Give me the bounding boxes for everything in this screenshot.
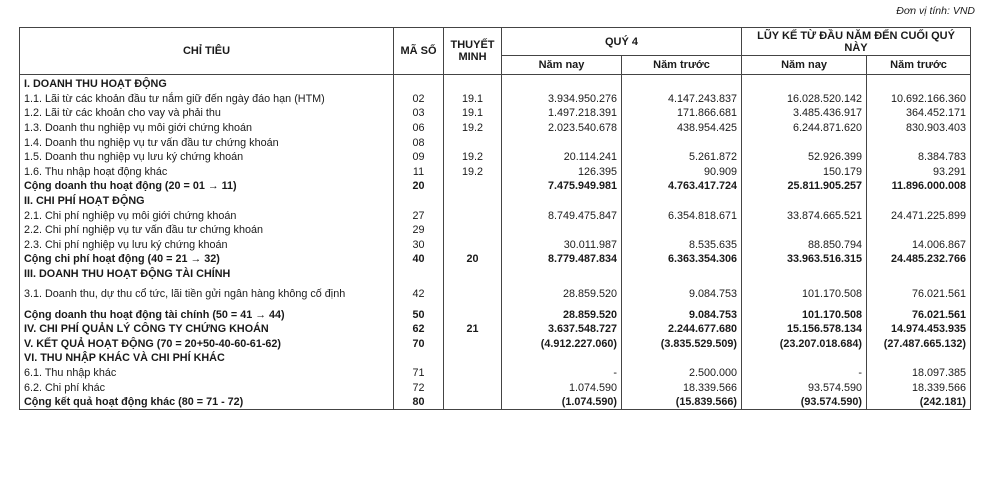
row-quarter-current: 3.637.548.727 xyxy=(502,322,622,337)
row-quarter-previous: 9.084.753 xyxy=(622,281,742,307)
row-code: 11 xyxy=(394,165,444,180)
table-row xyxy=(20,267,971,282)
table-row xyxy=(20,307,971,322)
row-ytd-previous xyxy=(867,223,971,238)
row-ytd-previous: 76.021.561 xyxy=(867,281,971,307)
row-quarter-previous xyxy=(622,75,742,92)
income-statement-table xyxy=(19,27,971,410)
row-ytd-current: 101.170.508 xyxy=(742,307,867,322)
row-note xyxy=(444,281,502,307)
table-row xyxy=(20,322,971,337)
row-code: 02 xyxy=(394,92,444,107)
row-code: 72 xyxy=(394,380,444,395)
header-luy-ke: LŨY KẾ TỪ ĐẦU NĂM ĐẾN CUỐI QUÝ NÀY xyxy=(742,28,971,56)
table-row xyxy=(20,281,971,307)
row-note: 21 xyxy=(444,322,502,337)
row-ytd-current: 15.156.578.134 xyxy=(742,322,867,337)
row-ytd-previous: 11.896.000.008 xyxy=(867,179,971,194)
row-quarter-current xyxy=(502,267,622,282)
row-label: 1.6. Thu nhập hoạt động khác xyxy=(20,165,394,180)
row-ytd-current xyxy=(742,223,867,238)
row-note xyxy=(444,135,502,150)
row-ytd-current xyxy=(742,135,867,150)
row-label: Cộng kết quả hoạt động khác (80 = 71 - 72) xyxy=(20,395,394,410)
row-quarter-previous: 6.354.818.671 xyxy=(622,208,742,223)
row-label: I. DOANH THU HOẠT ĐỘNG xyxy=(20,75,394,92)
row-code xyxy=(394,75,444,92)
header-thuyet-minh: THUYẾT MINH xyxy=(444,28,502,75)
row-ytd-previous: 830.903.403 xyxy=(867,121,971,136)
row-quarter-current xyxy=(502,75,622,92)
row-code: 71 xyxy=(394,366,444,381)
row-label: Cộng doanh thu hoạt động tài chính (50 = 41 → 44) xyxy=(20,307,394,322)
row-ytd-previous: 18.339.566 xyxy=(867,380,971,395)
row-code xyxy=(394,267,444,282)
row-label: V. KẾT QUẢ HOẠT ĐỘNG (70 = 20+50-40-60-61-62) xyxy=(20,337,394,352)
row-ytd-previous: 14.006.867 xyxy=(867,238,971,253)
row-ytd-previous xyxy=(867,194,971,209)
row-ytd-current xyxy=(742,75,867,92)
table-row xyxy=(20,92,971,107)
row-ytd-previous: 8.384.783 xyxy=(867,150,971,165)
row-label: 2.2. Chi phí nghiệp vụ tư vấn đầu tư chứng khoán xyxy=(20,223,394,238)
row-label: III. DOANH THU HOẠT ĐỘNG TÀI CHÍNH xyxy=(20,267,394,282)
row-note xyxy=(444,194,502,209)
table-row xyxy=(20,194,971,209)
header-quy-nam-nay: Năm nay xyxy=(502,56,622,75)
row-quarter-current: 8.749.475.847 xyxy=(502,208,622,223)
row-label: 6.1. Thu nhập khác xyxy=(20,366,394,381)
row-note: 19.1 xyxy=(444,92,502,107)
row-code: 06 xyxy=(394,121,444,136)
row-code xyxy=(394,194,444,209)
row-ytd-current: 33.874.665.521 xyxy=(742,208,867,223)
row-note xyxy=(444,179,502,194)
row-label: 1.3. Doanh thu nghiệp vụ môi giới chứng khoán xyxy=(20,121,394,136)
row-quarter-current: (4.912.227.060) xyxy=(502,337,622,352)
row-quarter-current: 2.023.540.678 xyxy=(502,121,622,136)
row-ytd-current: (93.574.590) xyxy=(742,395,867,410)
table-row xyxy=(20,238,971,253)
row-code: 62 xyxy=(394,322,444,337)
row-code: 70 xyxy=(394,337,444,352)
row-ytd-current: 88.850.794 xyxy=(742,238,867,253)
row-code: 42 xyxy=(394,281,444,307)
row-label: VI. THU NHẬP KHÁC VÀ CHI PHÍ KHÁC xyxy=(20,351,394,366)
row-quarter-previous xyxy=(622,223,742,238)
unit-label: Đơn vị tính: VND xyxy=(896,5,975,17)
row-label: 3.1. Doanh thu, dự thu cổ tức, lãi tiền gửi ngân hàng không cố định xyxy=(20,281,394,307)
row-ytd-previous: (242.181) xyxy=(867,395,971,410)
row-quarter-current: 7.475.949.981 xyxy=(502,179,622,194)
table-row xyxy=(20,252,971,267)
row-quarter-current: 3.934.950.276 xyxy=(502,92,622,107)
row-quarter-current: 1.497.218.391 xyxy=(502,106,622,121)
row-note: 19.2 xyxy=(444,121,502,136)
row-quarter-previous: (3.835.529.509) xyxy=(622,337,742,352)
row-ytd-current: 150.179 xyxy=(742,165,867,180)
row-ytd-current: 93.574.590 xyxy=(742,380,867,395)
row-ytd-previous: 76.021.561 xyxy=(867,307,971,322)
row-note: 19.1 xyxy=(444,106,502,121)
row-quarter-previous: 171.866.681 xyxy=(622,106,742,121)
row-note xyxy=(444,238,502,253)
row-ytd-current: - xyxy=(742,366,867,381)
row-quarter-current xyxy=(502,223,622,238)
row-note: 20 xyxy=(444,252,502,267)
table-row xyxy=(20,121,971,136)
table-row xyxy=(20,395,971,410)
header-luyke-nam-truoc: Năm trước xyxy=(867,56,971,75)
table-row xyxy=(20,179,971,194)
row-ytd-current xyxy=(742,194,867,209)
row-ytd-current: 6.244.871.620 xyxy=(742,121,867,136)
header-luyke-nam-nay: Năm nay xyxy=(742,56,867,75)
table-row xyxy=(20,165,971,180)
row-code xyxy=(394,351,444,366)
row-quarter-previous: 90.909 xyxy=(622,165,742,180)
row-code: 30 xyxy=(394,238,444,253)
row-ytd-previous xyxy=(867,267,971,282)
row-label: II. CHI PHÍ HOẠT ĐỘNG xyxy=(20,194,394,209)
row-ytd-current: 3.485.436.917 xyxy=(742,106,867,121)
row-ytd-current: 16.028.520.142 xyxy=(742,92,867,107)
row-ytd-current: 33.963.516.315 xyxy=(742,252,867,267)
header-row-1 xyxy=(20,28,971,56)
row-code: 27 xyxy=(394,208,444,223)
row-code: 08 xyxy=(394,135,444,150)
row-quarter-current xyxy=(502,351,622,366)
row-quarter-previous: 5.261.872 xyxy=(622,150,742,165)
row-quarter-previous: 4.763.417.724 xyxy=(622,179,742,194)
row-quarter-current xyxy=(502,135,622,150)
row-quarter-current: 8.779.487.834 xyxy=(502,252,622,267)
row-quarter-previous: 9.084.753 xyxy=(622,307,742,322)
row-quarter-current: (1.074.590) xyxy=(502,395,622,410)
row-ytd-previous: 10.692.166.360 xyxy=(867,92,971,107)
row-quarter-previous: 438.954.425 xyxy=(622,121,742,136)
row-code: 20 xyxy=(394,179,444,194)
table-row xyxy=(20,337,971,352)
row-note: 19.2 xyxy=(444,150,502,165)
row-ytd-previous: 24.485.232.766 xyxy=(867,252,971,267)
row-code: 09 xyxy=(394,150,444,165)
table-row xyxy=(20,75,971,92)
row-label: 1.5. Doanh thu nghiệp vụ lưu ký chứng khoán xyxy=(20,150,394,165)
row-quarter-previous xyxy=(622,194,742,209)
row-code: 29 xyxy=(394,223,444,238)
row-quarter-previous: 2.500.000 xyxy=(622,366,742,381)
row-quarter-current: 126.395 xyxy=(502,165,622,180)
row-note xyxy=(444,75,502,92)
row-note xyxy=(444,380,502,395)
row-ytd-current: (23.207.018.684) xyxy=(742,337,867,352)
row-note xyxy=(444,267,502,282)
row-ytd-current: 25.811.905.257 xyxy=(742,179,867,194)
row-ytd-previous: 18.097.385 xyxy=(867,366,971,381)
row-quarter-current: 28.859.520 xyxy=(502,307,622,322)
table-row xyxy=(20,366,971,381)
table-row xyxy=(20,150,971,165)
row-note xyxy=(444,366,502,381)
row-code: 03 xyxy=(394,106,444,121)
row-label: Cộng chi phí hoạt động (40 = 21 → 32) xyxy=(20,252,394,267)
row-label: Cộng doanh thu hoạt động (20 = 01 → 11) xyxy=(20,179,394,194)
row-label: IV. CHI PHÍ QUẢN LÝ CÔNG TY CHỨNG KHOÁN xyxy=(20,322,394,337)
table-row xyxy=(20,380,971,395)
row-quarter-current xyxy=(502,194,622,209)
row-ytd-previous: 93.291 xyxy=(867,165,971,180)
row-quarter-previous: 4.147.243.837 xyxy=(622,92,742,107)
header-quy-4: QUÝ 4 xyxy=(502,28,742,56)
row-label: 1.1. Lãi từ các khoản đầu tư nắm giữ đến ngày đáo hạn (HTM) xyxy=(20,92,394,107)
row-code: 50 xyxy=(394,307,444,322)
row-note xyxy=(444,337,502,352)
row-ytd-previous: 24.471.225.899 xyxy=(867,208,971,223)
row-quarter-current: 30.011.987 xyxy=(502,238,622,253)
row-quarter-current: 1.074.590 xyxy=(502,380,622,395)
table-row xyxy=(20,135,971,150)
row-ytd-current xyxy=(742,267,867,282)
header-chi-tieu: CHỈ TIÊU xyxy=(20,28,394,75)
row-quarter-previous xyxy=(622,351,742,366)
row-ytd-current xyxy=(742,351,867,366)
table-row xyxy=(20,106,971,121)
row-ytd-previous xyxy=(867,135,971,150)
table-row xyxy=(20,208,971,223)
row-quarter-previous: 6.363.354.306 xyxy=(622,252,742,267)
row-code: 80 xyxy=(394,395,444,410)
header-ma-so: MÃ SỐ xyxy=(394,28,444,75)
row-quarter-previous xyxy=(622,267,742,282)
row-ytd-previous: (27.487.665.132) xyxy=(867,337,971,352)
row-quarter-current: 28.859.520 xyxy=(502,281,622,307)
row-label: 1.2. Lãi từ các khoản cho vay và phải thu xyxy=(20,106,394,121)
row-note xyxy=(444,351,502,366)
header-quy-nam-truoc: Năm trước xyxy=(622,56,742,75)
row-quarter-current: - xyxy=(502,366,622,381)
row-quarter-previous: 2.244.677.680 xyxy=(622,322,742,337)
row-ytd-previous: 14.974.453.935 xyxy=(867,322,971,337)
row-quarter-previous: 18.339.566 xyxy=(622,380,742,395)
row-label: 2.1. Chi phí nghiệp vụ môi giới chứng khoán xyxy=(20,208,394,223)
row-quarter-current: 20.114.241 xyxy=(502,150,622,165)
row-note xyxy=(444,223,502,238)
row-ytd-current: 101.170.508 xyxy=(742,281,867,307)
row-ytd-previous xyxy=(867,351,971,366)
row-label: 2.3. Chi phí nghiệp vụ lưu ký chứng khoán xyxy=(20,238,394,253)
row-label: 6.2. Chi phí khác xyxy=(20,380,394,395)
table-row xyxy=(20,223,971,238)
row-quarter-previous xyxy=(622,135,742,150)
row-note xyxy=(444,307,502,322)
row-label: 1.4. Doanh thu nghiệp vụ tư vấn đầu tư chứng khoán xyxy=(20,135,394,150)
row-ytd-current: 52.926.399 xyxy=(742,150,867,165)
row-note xyxy=(444,395,502,410)
row-note: 19.2 xyxy=(444,165,502,180)
row-note xyxy=(444,208,502,223)
row-quarter-previous: 8.535.635 xyxy=(622,238,742,253)
row-quarter-previous: (15.839.566) xyxy=(622,395,742,410)
row-ytd-previous: 364.452.171 xyxy=(867,106,971,121)
row-ytd-previous xyxy=(867,75,971,92)
table-row xyxy=(20,351,971,366)
row-code: 40 xyxy=(394,252,444,267)
